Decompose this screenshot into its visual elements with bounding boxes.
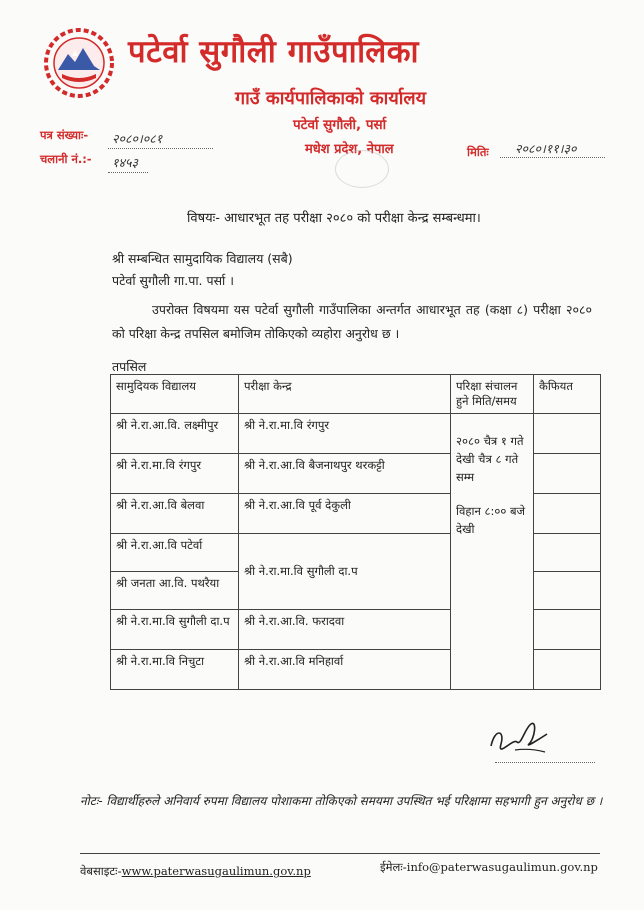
address-line-2: मधेश प्रदेश, नेपाल	[305, 142, 394, 157]
letter-subject: विषयः- आधारभूत तह परीक्षा २०८० को परीक्षा केन्द्र सम्बन्धमा।	[187, 211, 481, 226]
notice-text: नोटः- विद्यार्थीहरुले अनिवार्य रुपमा विद्यालय पोशाकमा तोकिएको समयमा उपस्थित भई परिक्षामा सहभागी हुन अनुरोध छ ।	[80, 794, 603, 808]
center-cell: श्री ने.रा.आ.वि. फरादवा	[239, 610, 451, 650]
municipality-title: पटेर्वा सुगौली गाउँपालिका	[128, 34, 420, 70]
addressee-line-2: पटेर्वा सुगौली गा.पा. पर्सा ।	[112, 273, 235, 288]
table-header-row	[111, 375, 601, 414]
footer-website	[80, 864, 311, 879]
remarks-cell	[534, 650, 601, 690]
center-cell: श्री ने.रा.आ.वि पूर्व देकुली	[239, 494, 451, 534]
email-link[interactable]: info@paterwasugaulimun.gov.np	[406, 860, 598, 874]
table-caption: तपसिल	[112, 359, 147, 374]
school-cell: श्री जनता आ.वि. पथरैया	[111, 572, 239, 610]
address-line-1: पटेर्वा सुगौली, पर्सा	[293, 117, 387, 133]
office-seal-stamp	[335, 150, 389, 188]
header-school: सामुदियक विद्यालय	[111, 375, 239, 414]
school-cell: श्री ने.रा.आ.वि बेलवा	[111, 494, 239, 534]
schedule-cell	[451, 414, 534, 690]
school-cell: श्री ने.रा.आ.वि पटेर्वा	[111, 534, 239, 572]
addressee-line-1: श्री सम्बन्धित सामुदायिक विद्यालय (सबै)	[112, 251, 293, 266]
chalani-value: १४५३	[112, 155, 139, 170]
remarks-cell	[534, 610, 601, 650]
remarks-cell	[534, 534, 601, 572]
website-link[interactable]: www.paterwasugaulimun.gov.np	[121, 864, 311, 878]
date-value: २०८०।११।३०	[515, 141, 577, 156]
office-name: गाउँ कार्यपालिकाको कार्यालय	[235, 88, 427, 109]
remarks-cell	[534, 572, 601, 610]
date-dotted-line	[500, 157, 605, 158]
signature-icon	[485, 708, 565, 762]
nepal-emblem-icon	[42, 26, 116, 100]
school-cell: श्री ने.रा.आ.वि. लक्ष्मीपुर	[111, 414, 239, 454]
website-label: वेबसाइटः-	[80, 864, 122, 878]
footer-divider	[80, 853, 600, 854]
school-cell: श्री ने.रा.मा.वि निचुटा	[111, 650, 239, 690]
remarks-cell	[534, 414, 601, 454]
patra-sankhya-label: पत्र संख्याः-	[40, 128, 89, 142]
center-cell: श्री ने.रा.आ.वि मनिहार्वा	[239, 650, 451, 690]
letter-body: उपरोक्त विषयमा यस पटेर्वा सुगौली गाउँपालिका अन्तर्गत आधारभूत तह (कक्षा ८) परीक्षा २०८० को परिक्षा केन्द्र तपसिल बमोजिम तोकिएको व्यहोरा अनुरोध छ ।	[112, 302, 592, 341]
schedule-time: विहान ८:०० बजे देखी	[456, 504, 526, 536]
footer-email	[380, 860, 598, 875]
table-row	[111, 414, 601, 454]
center-cell: श्री ने.रा.मा.वि रंगपुर	[239, 414, 451, 454]
header-center: परीक्षा केन्द्र	[239, 375, 451, 414]
school-cell: श्री ने.रा.मा.वि सुगौली दा.प	[111, 610, 239, 650]
date-label: मितिः	[467, 145, 489, 159]
chalani-label: चलानी नं.:-	[40, 152, 92, 166]
email-label: ईमेलः-	[380, 860, 407, 874]
patra-dotted-line	[108, 148, 213, 149]
center-cell: श्री ने.रा.मा.वि सुगौली दा.प	[239, 534, 451, 610]
exam-center-table	[110, 374, 601, 690]
schedule-date: २०८० चैत्र १ गते देखी चैत्र ८ गते सम्म	[456, 434, 524, 484]
school-cell: श्री ने.रा.मा.वि रंगपुर	[111, 454, 239, 494]
center-cell: श्री ने.रा.आ.वि बैजनाथपुर थरकट्टी	[239, 454, 451, 494]
patra-sankhya-value: २०८०।०८१	[112, 131, 163, 146]
remarks-cell	[534, 454, 601, 494]
remarks-cell	[534, 494, 601, 534]
header-remarks: कैफियत	[534, 375, 601, 414]
chalani-dotted-line	[108, 172, 148, 173]
signature-dotted-line	[495, 762, 595, 763]
header-schedule: परिक्षा संचालन हुने मिति/समय	[451, 375, 534, 414]
